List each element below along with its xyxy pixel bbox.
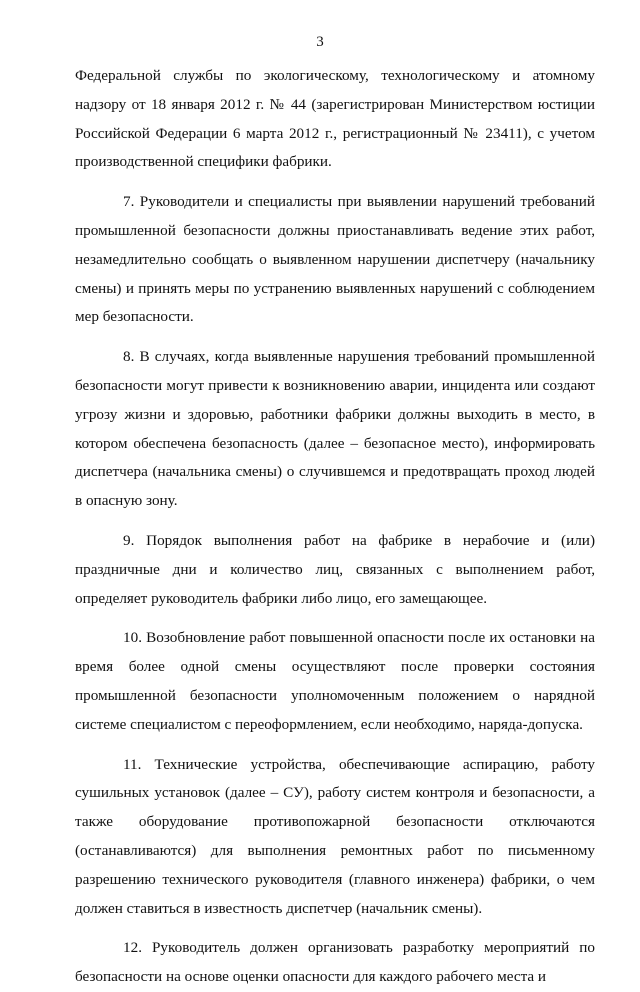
paragraph-7: 7. Руководители и специалисты при выявлении нарушений требований промышленной безопасности должны приостанавливать ведение этих работ, незамедлительно сообщать о выявленном нарушении диспетчеру (начальнику смены) и принять меры по устранению выявленных нарушений с соблюдением мер безопасности.: [75, 193, 595, 326]
paragraph-11: 11. Технические устройства, обеспечивающие аспирацию, работу сушильных установок (далее – СУ), работу систем контроля и безопасности, а также оборудование противопожарной безопасности отключаются (останавливаются) для выполнения ремонтных работ по письменному разрешению технического руководителя (главного инженера) фабрики, о чем должен ставиться в известность диспетчер (начальник смены).: [75, 755, 595, 917]
paragraph-10: 10. Возобновление работ повышенной опасности после их остановки на время более одной смены осуществляют после проверки состояния промышленной безопасности уполномоченным положением о нарядной системе специалистом с переоформлением, если необходимо, наряда-допуска.: [75, 629, 595, 733]
page-number: 3: [316, 34, 324, 50]
paragraph-continuation: Федеральной службы по экологическому, технологическому и атомному надзору от 18 января 2012 г. № 44 (зарегистрирован Министерством юстиции Российской Федерации 6 марта 2012 г., регистрационный № 23411), с учетом производственной специфики фабрики.: [75, 67, 595, 171]
paragraph-8: 8. В случаях, когда выявленные нарушения требований промышленной безопасности могут привести к возникновению аварии, инцидента или создают угрозу жизни и здоровью, работники фабрики должны выходить в место, в котором обеспечена безопасность (далее – безопасное место), информировать диспетчера (начальника смены) о случившемся и предотвращать проход людей в опасную зону.: [75, 348, 595, 510]
document-body: [75, 62, 595, 992]
paragraph-9: 9. Порядок выполнения работ на фабрике в нерабочие и (или) праздничные дни и количество лиц, связанных с выполнением работ, определяет руководитель фабрики либо лицо, его замещающее.: [75, 531, 595, 607]
paragraph-12: 12. Руководитель должен организовать разработку мероприятий по безопасности на основе оценки опасности для каждого рабочего места и: [75, 939, 595, 986]
